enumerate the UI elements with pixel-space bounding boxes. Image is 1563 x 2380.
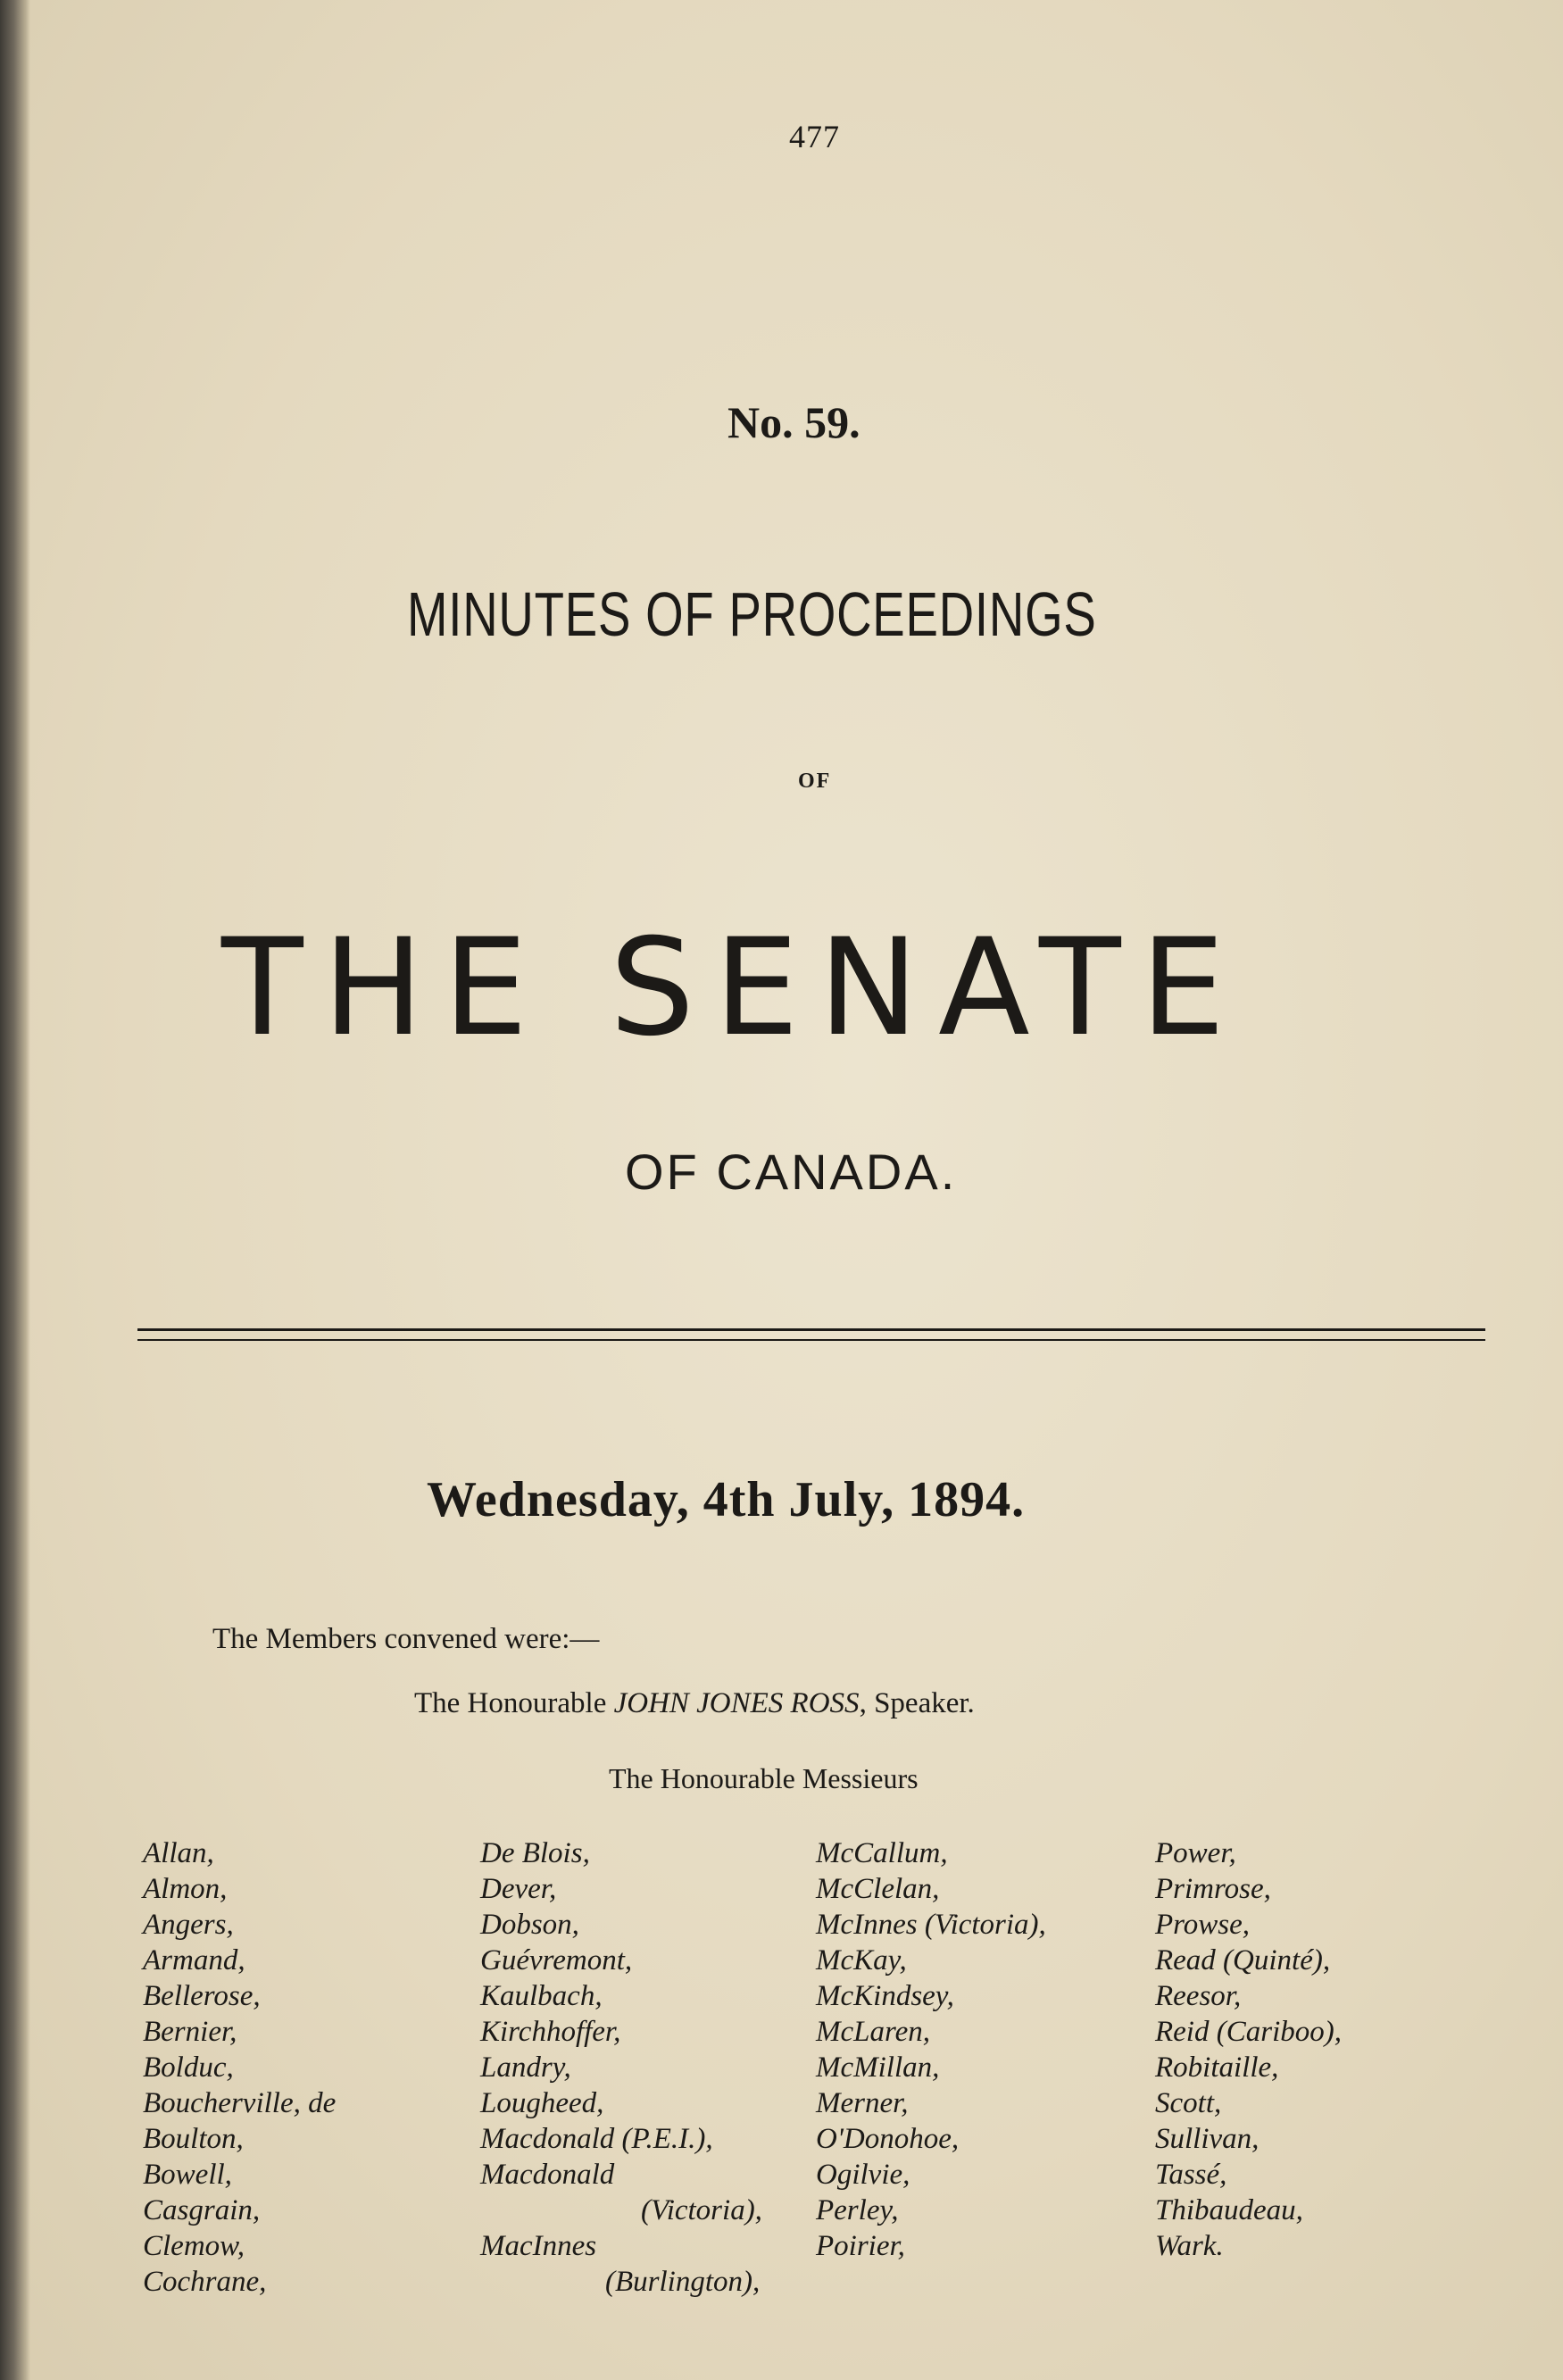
member-name: Primrose, [1155, 1873, 1271, 1905]
member-name: McLaren, [816, 2016, 931, 2048]
member-constituency: (Burlington), [605, 2266, 761, 2298]
title-connector: OF [798, 770, 832, 793]
member-name: Read (Quinté), [1155, 1944, 1331, 1976]
session-date: Wednesday, 4th July, 1894. [427, 1472, 1026, 1527]
member-name: Bolduc, [143, 2051, 234, 2084]
double-rule-bottom [137, 1339, 1485, 1341]
document-number: No. 59. [727, 397, 860, 447]
double-rule-top [137, 1328, 1485, 1331]
member-name: Reid (Cariboo), [1155, 2016, 1342, 2048]
member-name: Tassé, [1155, 2159, 1227, 2191]
messieurs-heading: The Honourable Messieurs [609, 1762, 919, 1794]
member-name: Guévremont, [480, 1944, 633, 1976]
member-name: Lougheed, [480, 2087, 604, 2119]
members-column-2 [480, 1835, 762, 2300]
member-name: McClelan, [816, 1873, 940, 1905]
member-name: Almon, [143, 1873, 228, 1905]
member-name: McCallum, [816, 1837, 948, 1869]
speaker-suffix: , Speaker. [859, 1687, 975, 1719]
member-name: De Blois, [480, 1837, 590, 1869]
member-name: Angers, [143, 1909, 234, 1941]
member-name: McMillan, [816, 2051, 940, 2084]
member-name: Boulton, [143, 2123, 244, 2155]
member-name: Macdonald (P.E.I.), [480, 2123, 713, 2155]
members-column-4 [1155, 1835, 1342, 2264]
member-name: Bowell, [143, 2159, 232, 2191]
member-name: Casgrain, [143, 2194, 261, 2226]
speaker-name: JOHN JONES ROSS [613, 1687, 860, 1719]
book-spine-shadow [0, 0, 30, 2380]
member-name: Cochrane, [143, 2266, 267, 2298]
member-name: Landry, [480, 2051, 571, 2084]
member-name: McKay, [816, 1944, 907, 1976]
member-name: Reesor, [1155, 1980, 1242, 2012]
page-number: 477 [789, 119, 840, 154]
member-name: Sullivan, [1155, 2123, 1260, 2155]
member-name: Boucherville, de [143, 2087, 337, 2119]
member-name: MacInnes [480, 2230, 597, 2262]
member-name: Robitaille, [1155, 2051, 1279, 2084]
member-name: Power, [1155, 1837, 1236, 1869]
speaker-prefix: The Honourable [414, 1687, 614, 1719]
member-name: Bernier, [143, 2016, 237, 2048]
speaker-line [414, 1687, 975, 1720]
member-name: Dobson, [480, 1909, 579, 1941]
convened-heading: The Members convened were:— [212, 1623, 600, 1655]
members-column-3 [816, 1835, 1046, 2264]
member-name: Perley, [816, 2194, 899, 2226]
member-name: Prowse, [1155, 1909, 1251, 1941]
member-name: Bellerose, [143, 1980, 261, 2012]
member-name: Merner, [816, 2087, 909, 2119]
member-constituency: (Victoria), [641, 2194, 762, 2226]
member-name: McInnes (Victoria), [816, 1909, 1046, 1941]
member-name: Thibaudeau, [1155, 2194, 1303, 2226]
member-name: Poirier, [816, 2230, 905, 2262]
institution-country: OF CANADA. [625, 1144, 958, 1200]
members-column-1 [143, 1835, 336, 2300]
member-name: Scott, [1155, 2087, 1222, 2119]
member-name: Kirchhoffer, [480, 2016, 621, 2048]
member-name: Wark. [1155, 2230, 1224, 2262]
member-name: Dever, [480, 1873, 557, 1905]
member-name: O'Donohoe, [816, 2123, 960, 2155]
member-name: Kaulbach, [480, 1980, 603, 2012]
institution-name: THE SENATE [221, 911, 1245, 1066]
member-name: McKindsey, [816, 1980, 954, 2012]
member-name: Ogilvie, [816, 2159, 910, 2191]
document-title: MINUTES OF PROCEEDINGS [407, 579, 1097, 649]
member-name: Allan, [143, 1837, 214, 1869]
member-name: Clemow, [143, 2230, 245, 2262]
member-name: Armand, [143, 1944, 245, 1976]
member-name: Macdonald [480, 2159, 615, 2191]
